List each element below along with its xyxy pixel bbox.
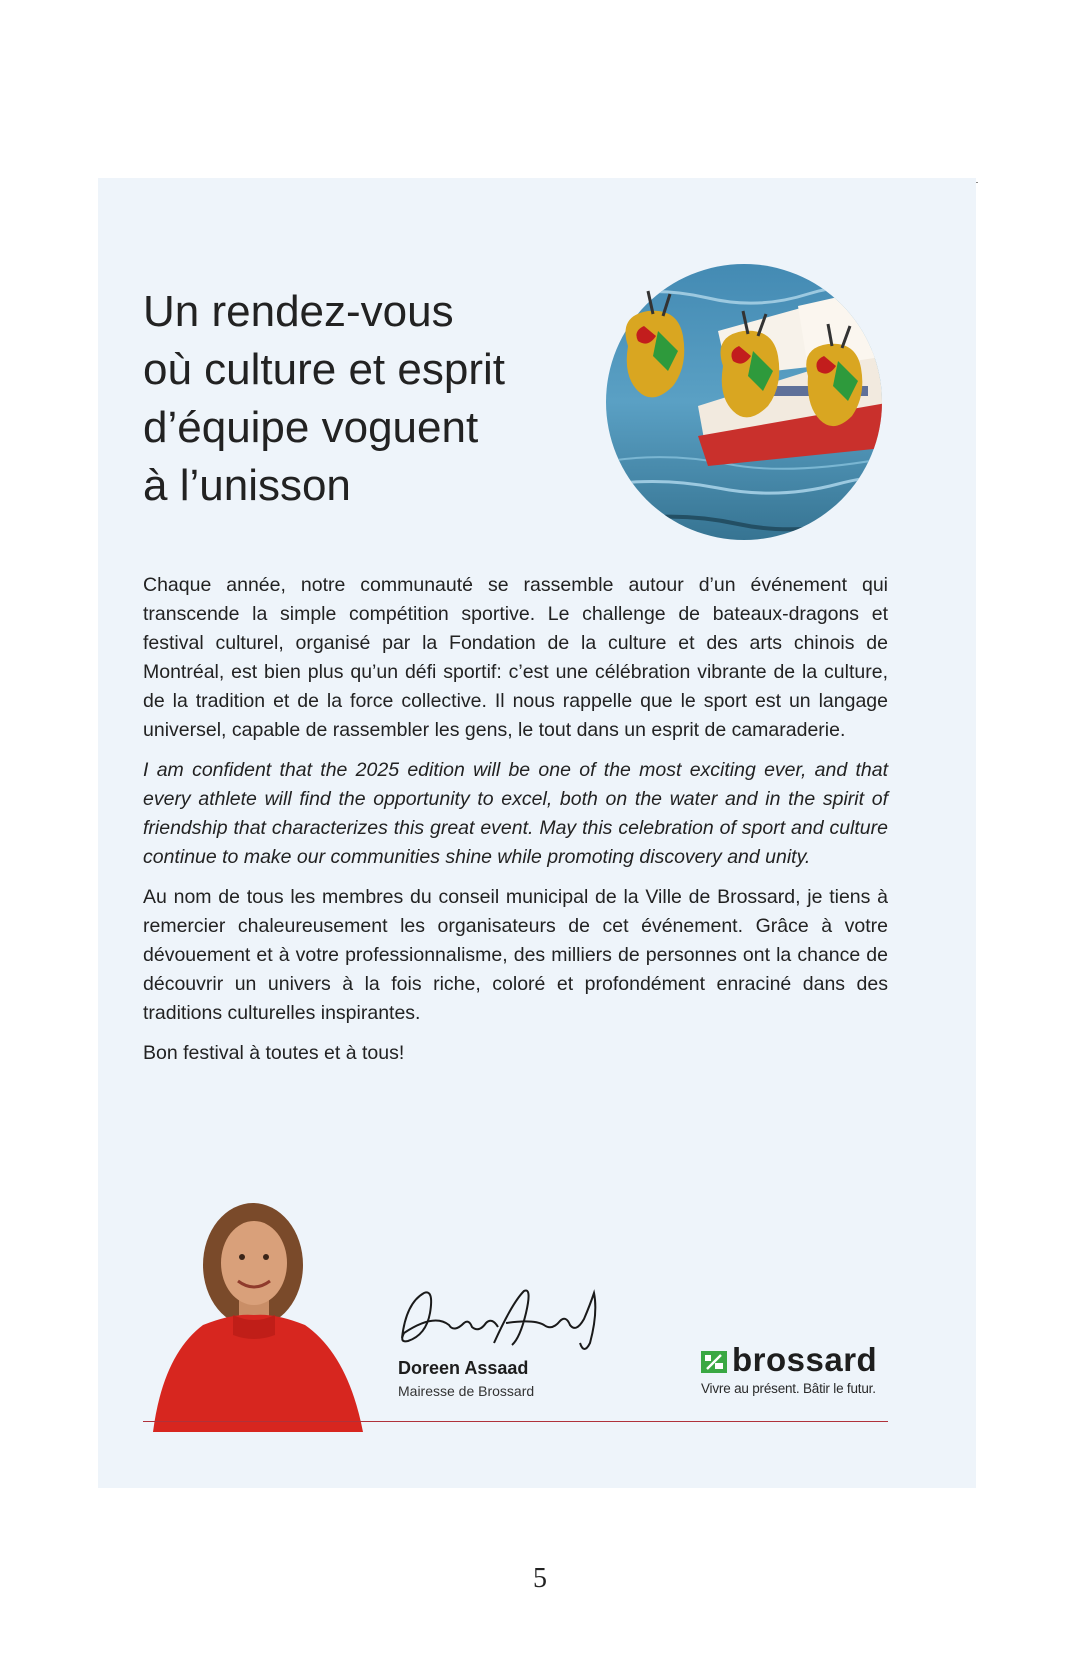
signer-name: Doreen Assaad: [398, 1358, 529, 1378]
logo-tagline: Vivre au présent. Bâtir le futur.: [701, 1381, 876, 1396]
paragraph-2-english: I am confident that the 2025 edition will be one of the most exciting ever, and that every athlete will find the opportunity to excel, both on the water and in the spirit of friendship that characterizes this great event. May this celebration of sport and culture continue to make our communities shine while promoting discovery and unity.: [143, 759, 888, 868]
brossard-logo: [701, 1340, 891, 1380]
paragraph-3: Au nom de tous les membres du conseil municipal de la Ville de Brossard, je tiens à remercier chaleureusement les organisateurs de cet événement. Grâce à votre dévouement et à votre professionnalisme, des milliers de personnes ont la chance de découvrir un univers à la fois riche, coloré et profondément enraciné dans des traditions culturelles inspirantes.: [143, 886, 888, 1024]
brossard-wordmark: brossard: [732, 1341, 878, 1378]
page-title: [143, 283, 573, 515]
signer-title: Mairesse de Brossard: [398, 1383, 535, 1399]
title-line-3: d’équipe voguent: [143, 403, 479, 452]
brossard-logo-icon: [701, 1351, 727, 1373]
divider-line: [143, 1421, 888, 1422]
page-number: 5: [533, 1563, 547, 1594]
message-body: [143, 571, 888, 1079]
message-panel: [98, 178, 976, 1488]
closing-line: Bon festival à toutes et à tous!: [143, 1042, 405, 1064]
paragraph-1: Chaque année, notre communauté se rassemble autour d’un événement qui transcende la simple compétition sportive. Le challenge de bateaux-dragons et festival culturel, organisé par la Fondation de la culture et des arts chinois de Montréal, est bien plus qu’un défi sportif: c’est une célébration vibrante de la culture, de la tradition et de la force collective. Il nous rappelle que le sport est un langage universel, capable de rassembler les gens, le tout dans un esprit de camaraderie.: [143, 574, 888, 741]
title-line-1: Un rendez-vous: [143, 287, 454, 336]
dragon-boat-image: [578, 236, 910, 568]
title-line-4: à l’unisson: [143, 461, 351, 510]
signature: [394, 1283, 604, 1358]
title-line-2: où culture et esprit: [143, 345, 505, 394]
mayor-portrait: [143, 1185, 373, 1432]
